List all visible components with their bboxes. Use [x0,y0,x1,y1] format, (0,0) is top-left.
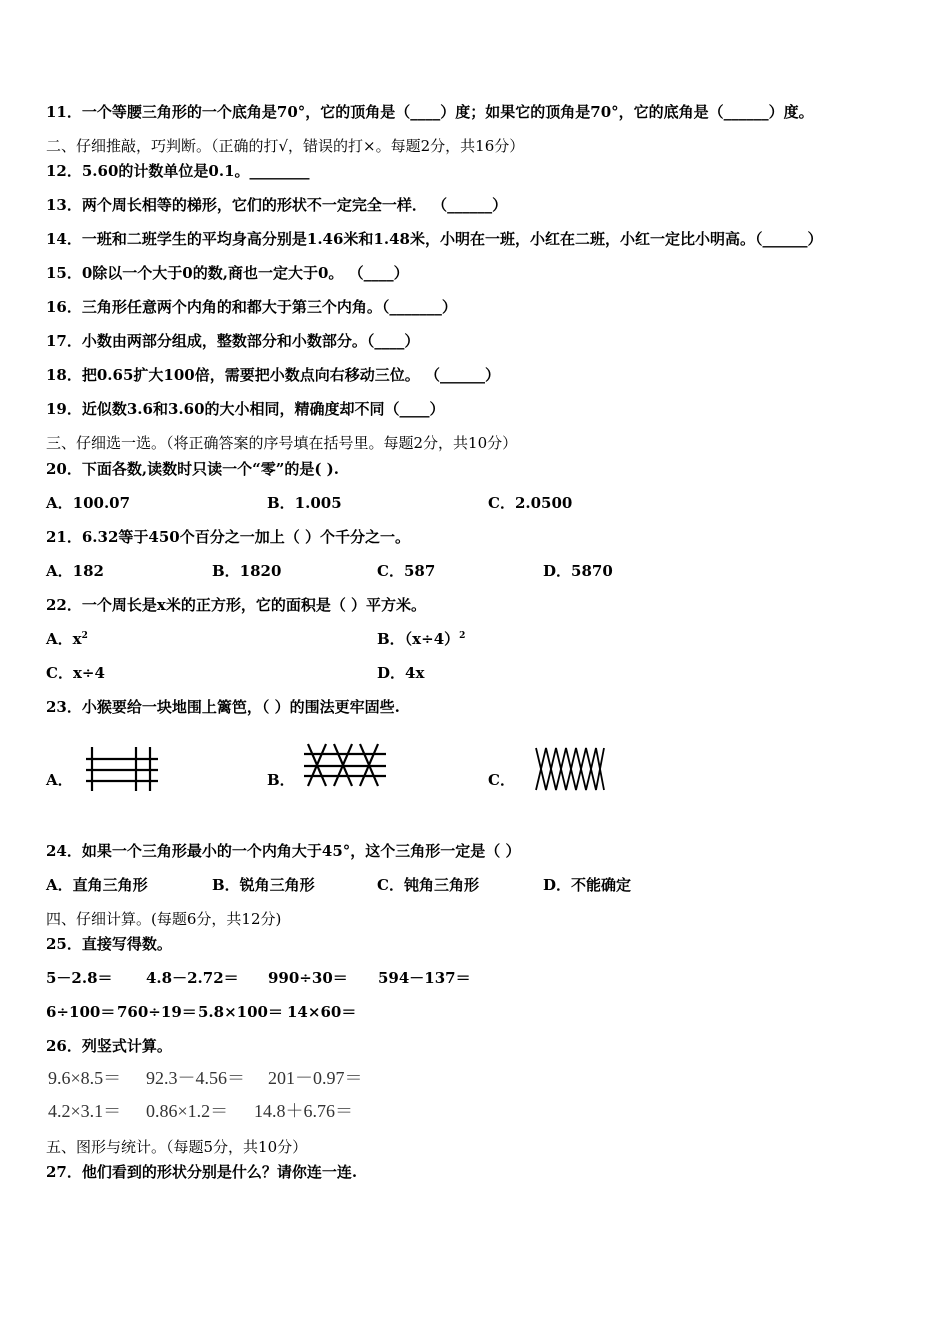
vertical-calc-item: 201－0.97＝ [268,1068,363,1088]
question-18: 18．把0.65扩大100倍，需要把小数点向右移动三位。 （______） [46,366,500,384]
question-20-stem: 20．下面各数,读数时只读一个“零”的是( ). [46,460,339,478]
mental-calc-item: 14×60＝ [287,1003,357,1021]
vertical-calc-item: 14.8＋6.76＝ [254,1101,353,1121]
question-21-option-d: D．5870 [543,562,613,580]
question-22-option-b: B．$(x\div 4)^2$ [377,630,466,648]
question-27: 27．他们看到的形状分别是什么？请你连一连. [46,1163,358,1181]
question-24-option-a: A．直角三角形 [46,876,148,894]
question-24-option-d: D．不能确定 [543,876,632,894]
mental-calc-item: 594－137＝ [378,969,471,987]
question-21-stem: 21．6.32等于450个百分之一加上（ ）个千分之一。 [46,528,410,546]
question-23-option-c: C． [488,771,515,789]
question-11: 11．一个等腰三角形的一个底角是70°，它的顶角是（____）度；如果它的顶角是70°，它的底角是（______）度。 [46,103,814,121]
question-17: 17．小数由两部分组成，整数部分和小数部分。（____） [46,332,420,350]
question-16: 16．三角形任意两个内角的和都大于第三个内角。（_______） [46,298,457,316]
mental-calc-item: 990÷30＝ [268,969,348,987]
fence-cross-figure [302,742,388,788]
mental-calc-item: 6÷100＝ [46,1003,116,1021]
mental-calc-item: 760÷19＝ [117,1003,197,1021]
question-21-option-c: C．587 [377,562,436,580]
question-20-option-b: B．1.005 [267,494,342,512]
question-12: 12．5.60的计数单位是0.1。________ [46,162,310,180]
vertical-calc-item: 0.86×1.2＝ [146,1101,229,1121]
question-23-option-a: A． [46,771,73,789]
question-21-option-b: B．1820 [212,562,282,580]
section-3-heading: 三、仔细选一选。（将正确答案的序号填在括号里。每题2分，共10分） [46,434,518,452]
section-5-heading: 五、图形与统计。（每题5分，共10分） [46,1138,308,1156]
question-23-option-b: B． [267,771,295,789]
question-24-stem: 24．如果一个三角形最小的一个内角大于45°，这个三角形一定是（ ） [46,842,521,860]
question-22-stem: 22．一个周长是x米的正方形，它的面积是（ ）平方米。 [46,596,427,614]
mental-calc-item: 5.8×100＝ [198,1003,283,1021]
vertical-calc-item: 92.3－4.56＝ [146,1068,245,1088]
mental-calc-item: 5－2.8＝ [46,969,113,987]
fence-zigzag-figure [532,744,608,794]
question-24-option-c: C．钝角三角形 [377,876,479,894]
question-20-option-a: A．100.07 [46,494,131,512]
question-13: 13．两个周长相等的梯形，它们的形状不一定完全一样． （______） [46,196,508,214]
question-24-option-b: B．锐角三角形 [212,876,315,894]
question-22-option-c: C．x÷4 [46,664,105,682]
vertical-calc-item: 4.2×3.1＝ [48,1101,122,1121]
vertical-calc-item: 9.6×8.5＝ [48,1068,122,1088]
mental-calc-item: 4.8－2.72＝ [146,969,239,987]
question-20-option-c: C．2.0500 [488,494,573,512]
section-2-heading: 二、仔细推敲，巧判断。（正确的打√，错误的打×。每题2分，共16分） [46,137,525,155]
fence-grid-figure [84,745,160,793]
question-25-stem: 25．直接写得数。 [46,935,172,953]
question-14: 14．一班和二班学生的平均身高分别是1.46米和1.48米，小明在一班，小红在二班，小红一定比小明高。（______） [46,230,823,248]
question-26-stem: 26．列竖式计算。 [46,1037,172,1055]
question-19: 19．近似数3.6和3.60的大小相同，精确度却不同（____） [46,400,445,418]
question-22-option-d: D．4x [377,664,425,682]
question-23-stem: 23．小猴要给一块地围上篱笆，（ ）的围法更牢固些. [46,698,400,716]
section-4-heading: 四、仔细计算。(每题6分，共12分) [46,910,282,928]
question-15: 15．0除以一个大于0的数,商也一定大于0。 （____） [46,264,409,282]
question-21-option-a: A．182 [46,562,104,580]
question-22-option-a: A．$x^2$ [46,630,88,648]
